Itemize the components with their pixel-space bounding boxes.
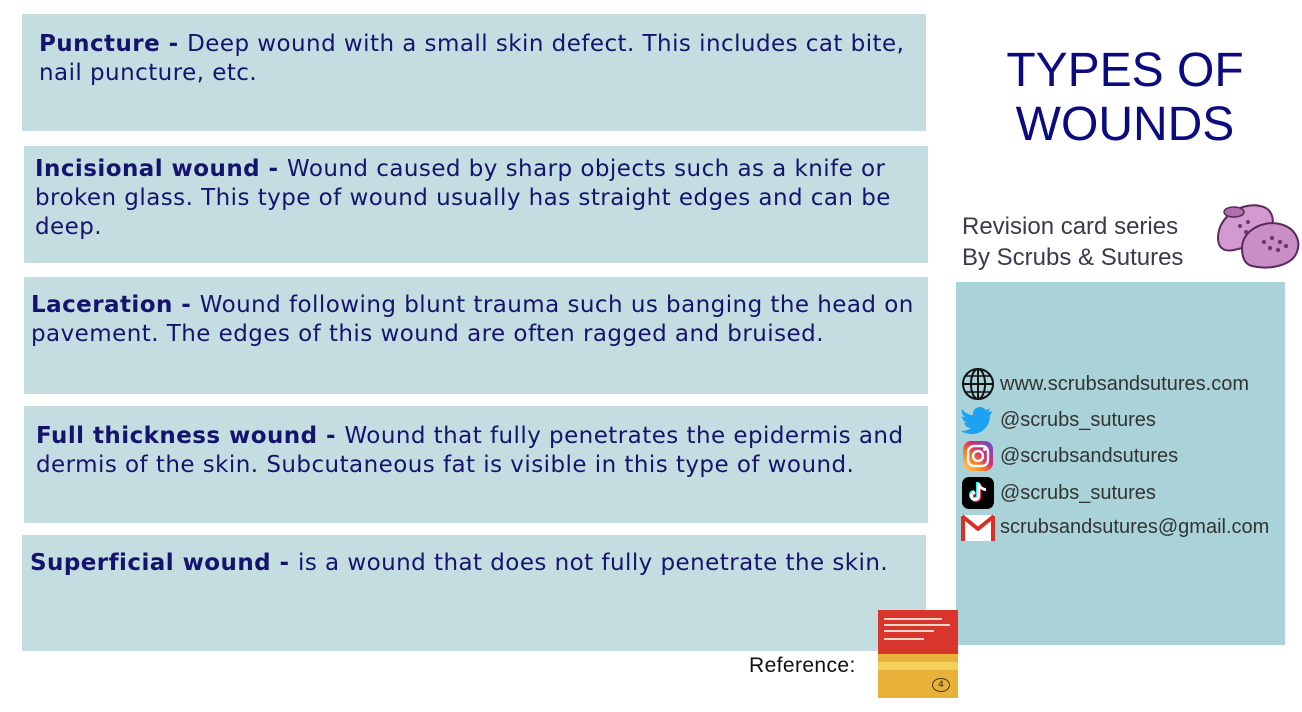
twitter-row[interactable] [960,403,1156,437]
series-line-1: Revision card series [962,213,1179,240]
website-text: www.scrubsandsutures.com [1000,372,1249,395]
wound-term: Full thickness wound [36,423,318,449]
term-separator: - [260,156,287,182]
instagram-row[interactable] [960,439,1178,473]
wound-description: Wound that fully penetrates the epidermis and dermis of the skin. Subcutaneous fat is visible in this type of wound. [36,423,904,478]
wound-card-incisional [24,146,928,263]
tiktok-icon [960,476,996,510]
wound-term: Laceration [31,292,173,318]
wound-description: is a wound that does not fully penetrate the skin. [298,550,889,576]
title-line-2: WOUNDS [1015,98,1235,151]
wound-description: Wound caused by sharp objects such as a knife or broken glass. This type of wound usually has straight edges and can be deep. [35,156,891,240]
globe-icon [960,367,996,401]
series-credit [962,211,1183,273]
page-title [975,44,1275,152]
website-row[interactable] [960,367,1249,401]
series-line-2: By Scrubs & Sutures [962,244,1184,271]
term-separator: - [317,423,345,449]
term-separator: - [271,550,298,576]
email-row[interactable] [960,510,1269,544]
wound-description: Wound following blunt trauma such us banging the head on pavement. The edges of this wound are often ragged and bruised. [31,292,914,347]
wound-card-superficial [22,535,926,651]
twitter-icon [960,403,996,437]
wound-term: Puncture [39,31,161,57]
wound-card-puncture [22,14,926,131]
wound-description: Deep wound with a small skin defect. This includes cat bite, nail puncture, etc. [39,31,905,86]
wound-term: Superficial wound [30,550,272,576]
term-separator: - [160,31,188,57]
twitter-handle: @scrubs_sutures [1000,408,1156,431]
instagram-handle: @scrubsandsutures [1000,444,1179,467]
term-separator: - [172,292,200,318]
tiktok-handle: @scrubs_sutures [1000,481,1156,504]
email-address: scrubsandsutures@gmail.com [1000,515,1270,538]
title-line-1: TYPES OF [1006,44,1244,97]
clog-shoe-icon [1212,196,1302,272]
wound-card-full-thickness [24,406,928,523]
wound-card-laceration [24,277,928,394]
instagram-icon [960,439,996,473]
wound-term: Incisional wound [35,156,261,182]
tiktok-row[interactable] [960,476,1156,510]
gmail-icon [960,510,996,544]
reference-label: Reference: [749,654,856,677]
reference-book-cover-image: 4 [878,610,958,698]
